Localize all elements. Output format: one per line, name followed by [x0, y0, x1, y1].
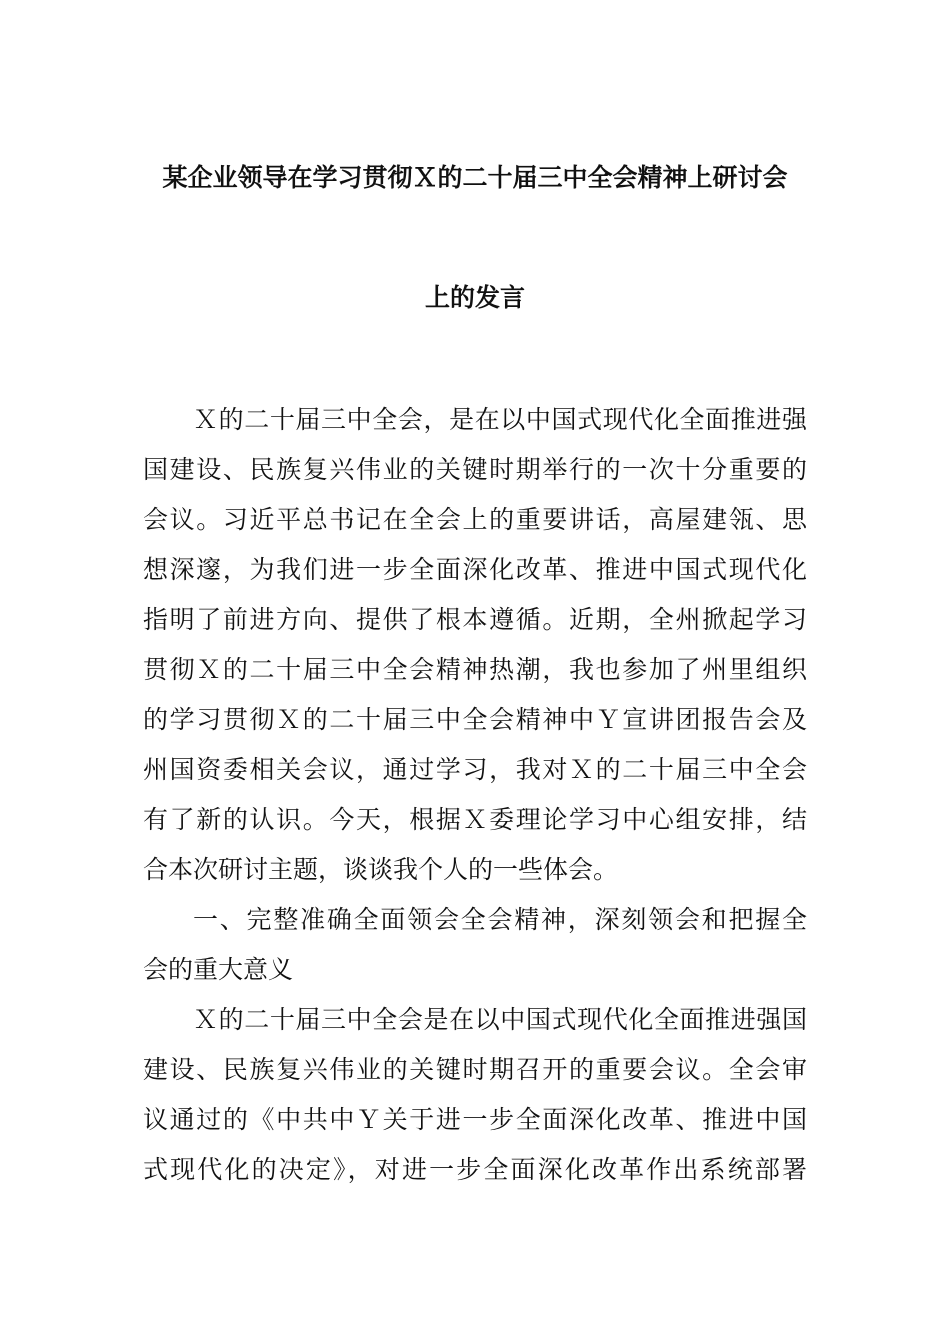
- paragraph-line: 贯彻Ｘ的二十届三中全会精神热潮，我也参加了州里组织: [143, 655, 807, 684]
- section-heading-line: 会的重大意义: [143, 955, 294, 984]
- document-title-line-1: 某企业领导在学习贯彻Ｘ的二十届三中全会精神上研讨会: [162, 163, 788, 192]
- paragraph-line: Ｘ的二十届三中全会，是在以中国式现代化全面推进强: [193, 405, 807, 434]
- paragraph-line: 指明了前进方向、提供了根本遵循。近期，全州掀起学习: [143, 605, 807, 634]
- paragraph-line: 州国资委相关会议，通过学习，我对Ｘ的二十届三中全会: [143, 755, 807, 784]
- paragraph-line: Ｘ的二十届三中全会是在以中国式现代化全面推进强国: [193, 1005, 807, 1034]
- paragraph-line: 有了新的认识。今天，根据Ｘ委理论学习中心组安排，结: [143, 805, 807, 834]
- paragraph-line: 建设、民族复兴伟业的关键时期召开的重要会议。全会审: [143, 1055, 807, 1084]
- paragraph-line: 想深邃，为我们进一步全面深化改革、推进中国式现代化: [143, 555, 807, 584]
- paragraph-line: 式现代化的决定》，对进一步全面深化改革作出系统部署: [143, 1155, 807, 1184]
- paragraph-line: 会议。习近平总书记在全会上的重要讲话，高屋建瓴、思: [143, 505, 807, 534]
- document-title-line-2: 上的发言: [424, 283, 525, 312]
- paragraph-line: 的学习贯彻Ｘ的二十届三中全会精神中Ｙ宣讲团报告会及: [143, 705, 807, 734]
- section-heading-line: 一、完整准确全面领会全会精神，深刻领会和把握全: [193, 905, 807, 934]
- paragraph-line: 合本次研讨主题，谈谈我个人的一些体会。: [143, 855, 619, 884]
- paragraph-line: 议通过的《中共中Ｙ关于进一步全面深化改革、推进中国: [143, 1105, 807, 1134]
- paragraph-line: 国建设、民族复兴伟业的关键时期举行的一次十分重要的: [143, 455, 807, 484]
